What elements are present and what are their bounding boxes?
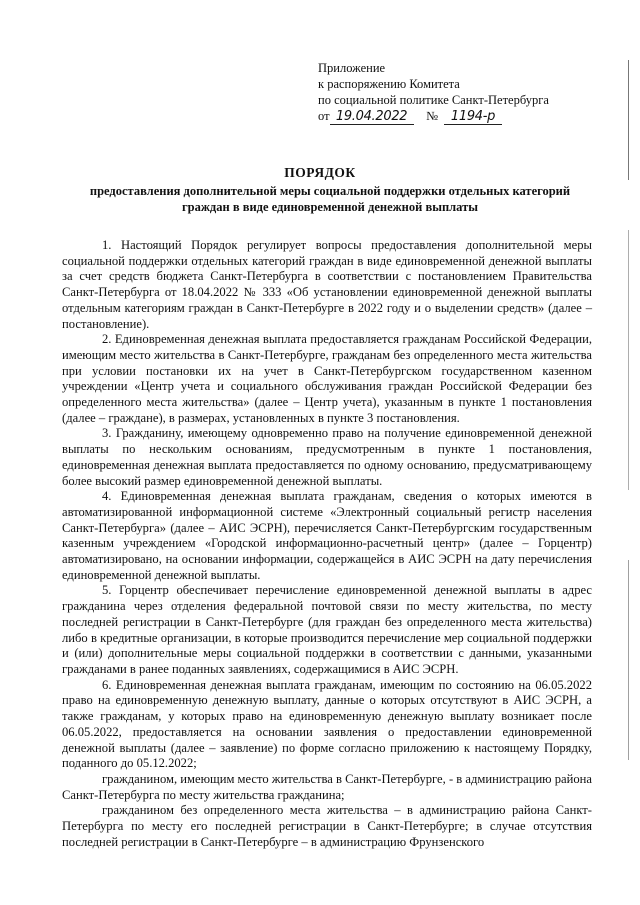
- date-prefix: от: [318, 109, 330, 123]
- paragraph-2: 2. Единовременная денежная выплата предоставляется гражданам Российской Федерации, имеющим место жительства в Санкт-Петербурге, гражданам без определенного места жительства при условии постановки их на учет в Санкт-Петербургском государственном казенном учреждении «Центр учета и социального обслуживания граждан Российской Федерации без определенного места жительства» (далее – Центр учета), указанным в пункте 1 постановления (далее – граждане), в размерах, установленных в пункте 3 постановления.: [62, 332, 592, 425]
- paragraph-5: 5. Горцентр обеспечивает перечисление единовременной денежной выплаты в адрес гражданина через отделения федеральной почтовой связи по месту жительства, по месту последней регистрации в Санкт-Петербурге (для граждан без определенного места жительства) либо в кредитные организации, в которые производится перечисление мер социальной поддержки и (или) дополнительные меры социальной поддержки в соответствии с данными, указанными гражданами в ранее поданных заявлениях, содержащимися в АИС ЭСРН.: [62, 583, 592, 676]
- document-body: [62, 238, 592, 850]
- appendix-line-2: к распоряжению Комитета: [318, 77, 460, 91]
- appendix-block: [318, 60, 549, 125]
- handwritten-date: 19.04.2022: [330, 110, 414, 125]
- paragraph-6: 6. Единовременная денежная выплата гражданам, имеющим по состоянию на 06.05.2022 право на единовременную денежную выплату, данные о которых отсутствуют в АИС ЭСРН, а также гражданам, у которых право на единовременную денежную выплату возникает после 06.05.2022, предоставляется на основании заявления о предоставлении единовременной денежной выплаты (далее – заявление) по форме согласно приложению к настоящему Порядку, поданного до 05.12.2022;: [62, 677, 592, 771]
- paragraph-4: 4. Единовременная денежная выплата гражданам, сведения о которых имеются в автоматизированной информационной системе «Электронный социальный регистр населения Санкт-Петербурга» (далее – АИС ЭСРН), перечисляется Санкт-Петербургским государственным казенным учреждением «Городской информационно-расчетный центр» (далее – Горцентр) автоматизировано, на основании информации, содержащейся в АИС ЭСРН на дату перечисления единовременной денежной выплаты.: [62, 489, 592, 582]
- paragraph-7: гражданином, имеющим место жительства в Санкт-Петербурге, - в администрацию района Санкт-Петербурга по месту жительства гражданина;: [62, 771, 592, 802]
- scan-edge-line: [628, 560, 629, 760]
- handwritten-number: 1194-р: [444, 110, 502, 125]
- number-prefix: №: [426, 109, 438, 123]
- paragraph-8: гражданином без определенного места жительства – в администрацию района Санкт-Петербурга по месту его последней регистрации в Санкт-Петербурге; в случае отсутствия последней регистрации в Санкт-Петербурге – в администрацию Фрунзенского: [62, 803, 592, 849]
- appendix-line-3: по социальной политике Санкт-Петербурга: [318, 93, 549, 107]
- appendix-date-number-line: [318, 108, 549, 125]
- document-subtitle: предоставления дополнительной меры социальной поддержки отдельных категорий граждан в виде единовременной денежной выплаты: [89, 184, 571, 214]
- paragraph-3: 3. Гражданину, имеющему одновременно право на получение единовременной денежной выплаты по нескольким основаниям, предусмотренным в пункте 1 постановления, единовременная денежная выплата предоставляется по одному основанию, предусматривающему более высокий размер единовременной денежной выплаты.: [62, 426, 592, 488]
- document-title: ПОРЯДОК: [284, 165, 356, 180]
- paragraph-1: 1. Настоящий Порядок регулирует вопросы предоставления дополнительной меры социальной поддержки отдельных категорий граждан в виде единовременной денежной выплаты за счет средств бюджета Санкт-Петербурга в соответствии с постановлением Правительства Санкт-Петербурга от 18.04.2022 № 333 «Об установлении единовременной денежной выплаты отдельным категориям граждан в Санкт-Петербурге в 2022 году и о выделении средств» (далее – постановление).: [62, 238, 592, 331]
- scan-edge-line: [628, 60, 629, 180]
- appendix-line-1: Приложение: [318, 61, 386, 75]
- scan-edge-line: [628, 230, 629, 490]
